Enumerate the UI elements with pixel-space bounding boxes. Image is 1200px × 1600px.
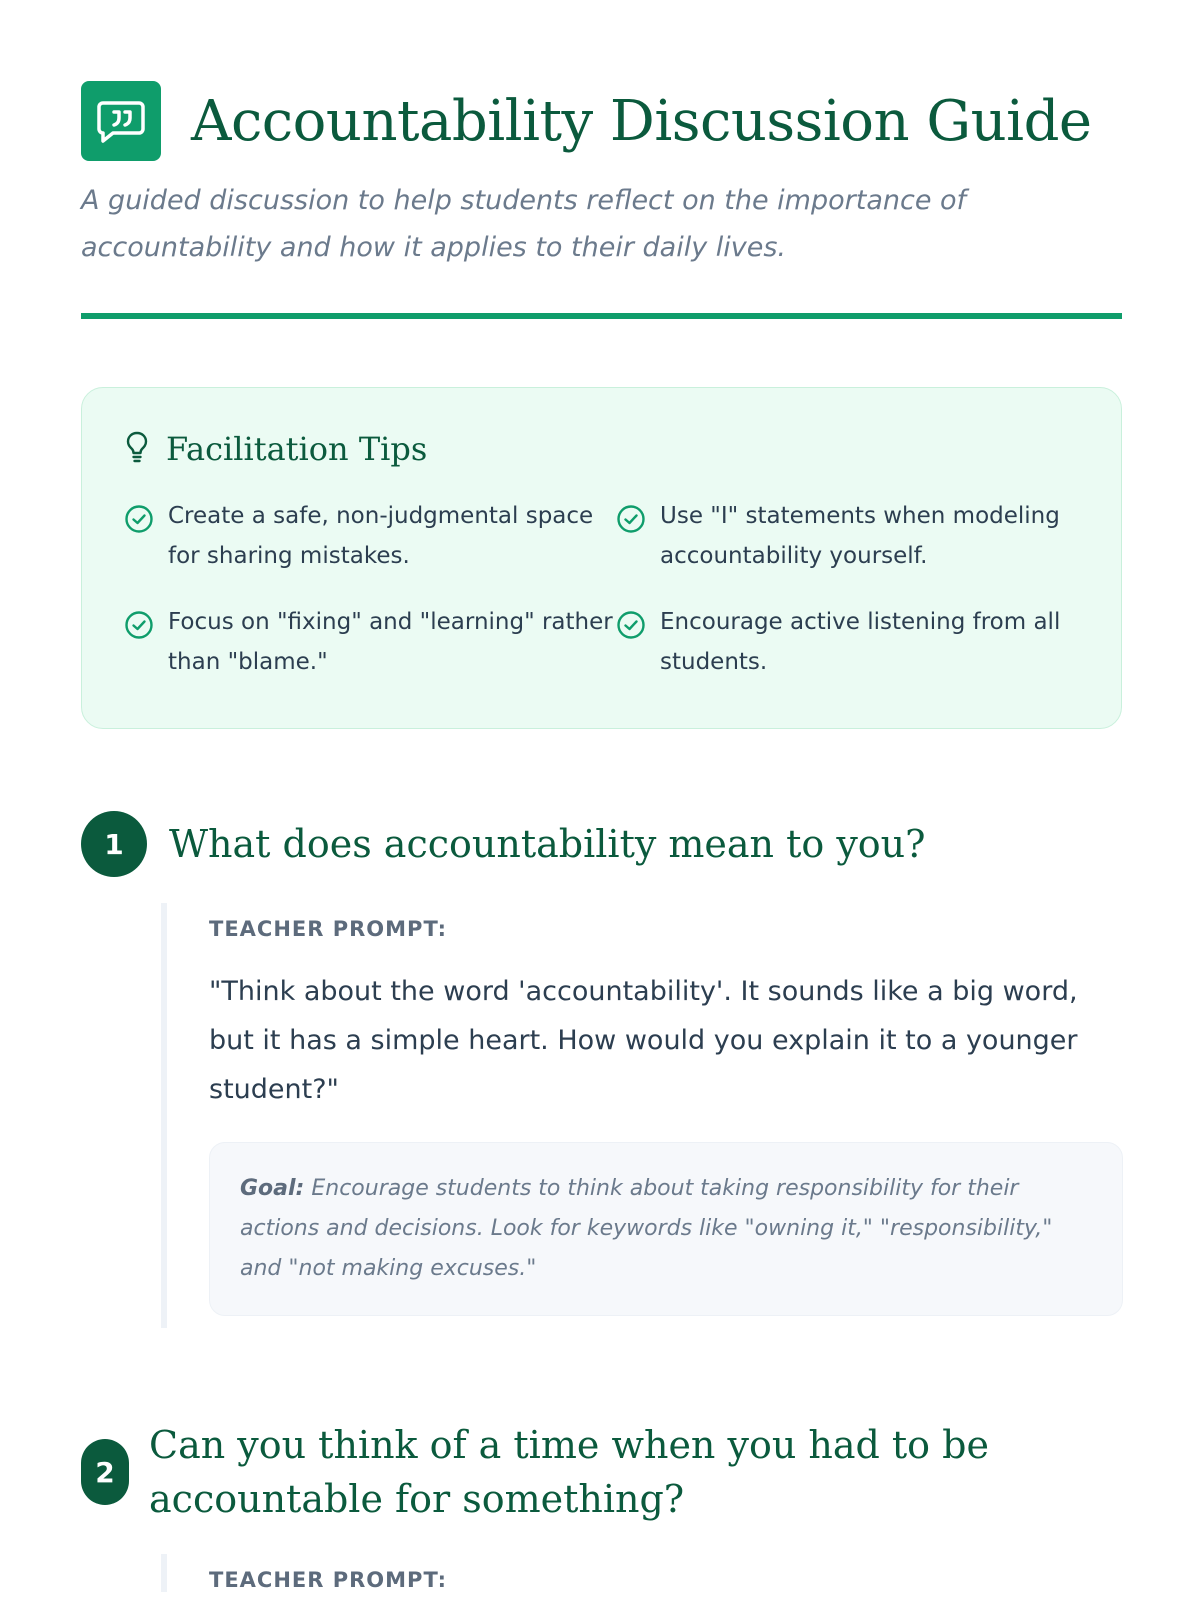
quote-chat-icon	[81, 81, 161, 161]
teacher-prompt-text: "Think about the word 'accountability'. It sounds like a big word, but it has a simple heart. How would you explain it to a younger student?"	[209, 976, 1078, 1105]
page-header	[81, 0, 1098, 161]
tip-item	[124, 496, 616, 576]
teacher-prompt-label: TEACHER PROMPT:	[209, 917, 448, 941]
tips-title: Facilitation Tips	[166, 430, 428, 468]
question-title: What does accountability mean to you?	[169, 822, 926, 866]
teacher-prompt-label: TEACHER PROMPT:	[209, 1568, 448, 1592]
question-title: Can you think of a time when you had to be accountable for something?	[149, 1423, 989, 1521]
goal-box	[209, 1142, 1123, 1316]
question-body	[161, 1554, 1098, 1592]
tip-text: Encourage active listening from all students.	[660, 609, 1061, 675]
tip-item	[616, 496, 1086, 576]
check-circle-icon	[124, 610, 154, 640]
tips-list	[124, 496, 1079, 682]
question-1	[81, 811, 1098, 1328]
tip-item	[616, 602, 1086, 682]
question-number-badge: 2	[81, 1439, 129, 1505]
page-subtitle: A guided discussion to help students reflect on the importance of accountability and how it applies to their daily lives.	[81, 185, 967, 263]
check-circle-icon	[616, 610, 646, 640]
header-divider	[81, 313, 1122, 319]
page-title: Accountability Discussion Guide	[191, 88, 1092, 154]
question-header	[81, 811, 1098, 877]
question-number-badge: 1	[81, 811, 147, 877]
check-circle-icon	[124, 504, 154, 534]
goal-label: Goal:	[240, 1176, 305, 1201]
question-2	[81, 1418, 1098, 1592]
facilitation-tips-card	[81, 387, 1122, 729]
tip-item	[124, 602, 616, 682]
lightbulb-icon	[124, 430, 150, 468]
tip-text: Focus on "fixing" and "learning" rather than "blame."	[168, 609, 613, 675]
tip-text: Create a safe, non-judgmental space for sharing mistakes.	[168, 503, 594, 569]
check-circle-icon	[616, 504, 646, 534]
tips-heading	[124, 430, 1079, 468]
goal-text: Encourage students to think about taking responsibility for their actions and decisions. Look for keywords like "owning it," "responsibility," and "not making excuses."	[240, 1176, 1053, 1281]
question-header	[81, 1418, 1098, 1526]
question-body	[161, 903, 1098, 1328]
tip-text: Use "I" statements when modeling accountability yourself.	[660, 503, 1060, 569]
